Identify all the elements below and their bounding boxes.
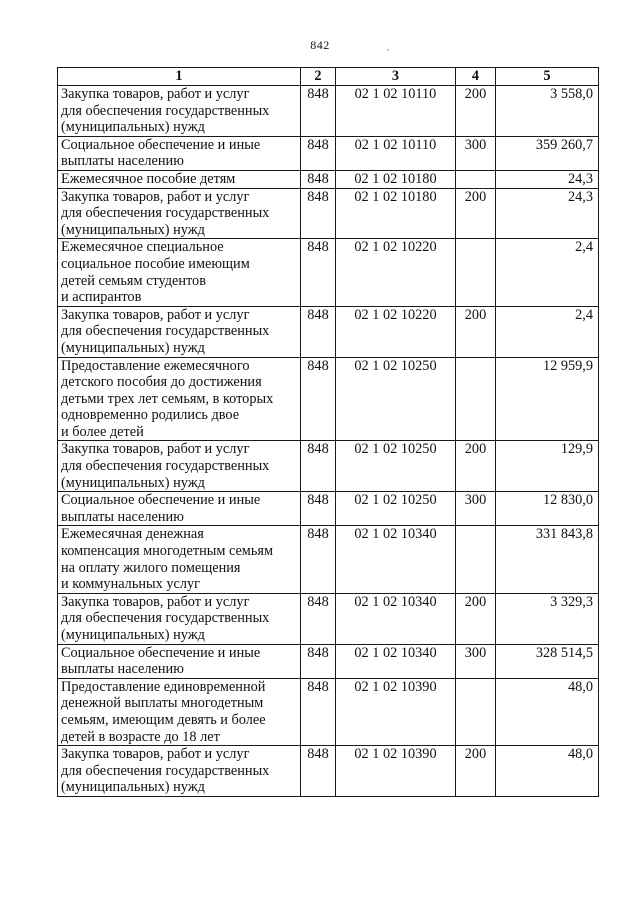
cell-article: 02 1 02 10110 bbox=[336, 136, 456, 170]
cell-code: 848 bbox=[301, 136, 336, 170]
cell-article: 02 1 02 10340 bbox=[336, 644, 456, 678]
page-number: 842 bbox=[310, 38, 330, 52]
cell-name: Социальное обеспечение и иные выплаты населению bbox=[58, 136, 301, 170]
scan-speck: , bbox=[387, 43, 389, 52]
cell-expense-type bbox=[456, 526, 496, 593]
cell-article: 02 1 02 10220 bbox=[336, 239, 456, 306]
cell-expense-type bbox=[456, 357, 496, 441]
cell-article: 02 1 02 10250 bbox=[336, 441, 456, 492]
cell-article: 02 1 02 10250 bbox=[336, 492, 456, 526]
cell-code: 848 bbox=[301, 441, 336, 492]
cell-name: Ежемесячная денежная компенсация многодетным семьям на оплату жилого помещения и коммунальных услуг bbox=[58, 526, 301, 593]
cell-name: Предоставление ежемесячного детского пособия до достижения детьми трех лет семьям, в которых одновременно родились двое и более детей bbox=[58, 357, 301, 441]
table-row bbox=[58, 306, 599, 357]
cell-amount: 2,4 bbox=[496, 306, 599, 357]
cell-article: 02 1 02 10250 bbox=[336, 357, 456, 441]
cell-code: 848 bbox=[301, 746, 336, 797]
cell-expense-type: 300 bbox=[456, 644, 496, 678]
cell-expense-type: 200 bbox=[456, 86, 496, 137]
cell-article: 02 1 02 10220 bbox=[336, 306, 456, 357]
cell-amount: 24,3 bbox=[496, 170, 599, 188]
cell-article: 02 1 02 10340 bbox=[336, 593, 456, 644]
header-col-2: 2 bbox=[301, 68, 336, 86]
header-col-4: 4 bbox=[456, 68, 496, 86]
header-col-1: 1 bbox=[58, 68, 301, 86]
cell-article: 02 1 02 10390 bbox=[336, 678, 456, 745]
table-row bbox=[58, 526, 599, 593]
cell-name: Предоставление единовременной денежной выплаты многодетным семьям, имеющим девять и более детей в возрасте до 18 лет bbox=[58, 678, 301, 745]
cell-code: 848 bbox=[301, 188, 336, 239]
table-row bbox=[58, 239, 599, 306]
table-row bbox=[58, 170, 599, 188]
header-col-5: 5 bbox=[496, 68, 599, 86]
cell-expense-type: 200 bbox=[456, 593, 496, 644]
table-row bbox=[58, 678, 599, 745]
cell-code: 848 bbox=[301, 593, 336, 644]
cell-article: 02 1 02 10110 bbox=[336, 86, 456, 137]
table-row bbox=[58, 188, 599, 239]
cell-expense-type: 300 bbox=[456, 492, 496, 526]
cell-code: 848 bbox=[301, 170, 336, 188]
table-row bbox=[58, 357, 599, 441]
table-row bbox=[58, 136, 599, 170]
table-row bbox=[58, 86, 599, 137]
cell-amount: 2,4 bbox=[496, 239, 599, 306]
cell-article: 02 1 02 10180 bbox=[336, 188, 456, 239]
cell-expense-type: 200 bbox=[456, 188, 496, 239]
cell-name: Закупка товаров, работ и услуг для обеспечения государственных (муниципальных) нужд bbox=[58, 86, 301, 137]
cell-code: 848 bbox=[301, 526, 336, 593]
cell-code: 848 bbox=[301, 86, 336, 137]
table-row bbox=[58, 492, 599, 526]
cell-name: Закупка товаров, работ и услуг для обеспечения государственных (муниципальных) нужд bbox=[58, 593, 301, 644]
cell-amount: 48,0 bbox=[496, 746, 599, 797]
cell-name: Закупка товаров, работ и услуг для обеспечения государственных (муниципальных) нужд bbox=[58, 441, 301, 492]
cell-expense-type: 200 bbox=[456, 746, 496, 797]
cell-code: 848 bbox=[301, 678, 336, 745]
table-row bbox=[58, 593, 599, 644]
cell-name: Закупка товаров, работ и услуг для обеспечения государственных (муниципальных) нужд bbox=[58, 306, 301, 357]
cell-name: Ежемесячное пособие детям bbox=[58, 170, 301, 188]
header-col-3: 3 bbox=[336, 68, 456, 86]
cell-name: Ежемесячное специальное социальное пособие имеющим детей семьям студентов и аспирантов bbox=[58, 239, 301, 306]
cell-amount: 12 959,9 bbox=[496, 357, 599, 441]
cell-name: Закупка товаров, работ и услуг для обеспечения государственных (муниципальных) нужд bbox=[58, 188, 301, 239]
cell-amount: 48,0 bbox=[496, 678, 599, 745]
table-row bbox=[58, 441, 599, 492]
cell-amount: 129,9 bbox=[496, 441, 599, 492]
cell-amount: 3 329,3 bbox=[496, 593, 599, 644]
cell-amount: 359 260,7 bbox=[496, 136, 599, 170]
cell-amount: 24,3 bbox=[496, 188, 599, 239]
cell-expense-type: 200 bbox=[456, 441, 496, 492]
cell-amount: 12 830,0 bbox=[496, 492, 599, 526]
cell-code: 848 bbox=[301, 492, 336, 526]
cell-article: 02 1 02 10340 bbox=[336, 526, 456, 593]
cell-expense-type bbox=[456, 239, 496, 306]
cell-article: 02 1 02 10390 bbox=[336, 746, 456, 797]
table-row bbox=[58, 644, 599, 678]
cell-code: 848 bbox=[301, 306, 336, 357]
cell-expense-type bbox=[456, 678, 496, 745]
cell-name: Социальное обеспечение и иные выплаты населению bbox=[58, 644, 301, 678]
cell-expense-type: 200 bbox=[456, 306, 496, 357]
budget-table bbox=[57, 67, 599, 797]
cell-code: 848 bbox=[301, 644, 336, 678]
cell-expense-type: 300 bbox=[456, 136, 496, 170]
cell-expense-type bbox=[456, 170, 496, 188]
table-header-row bbox=[58, 68, 599, 86]
cell-code: 848 bbox=[301, 239, 336, 306]
table-row bbox=[58, 746, 599, 797]
cell-amount: 3 558,0 bbox=[496, 86, 599, 137]
cell-amount: 328 514,5 bbox=[496, 644, 599, 678]
cell-article: 02 1 02 10180 bbox=[336, 170, 456, 188]
table-body bbox=[58, 86, 599, 797]
cell-name: Социальное обеспечение и иные выплаты населению bbox=[58, 492, 301, 526]
cell-code: 848 bbox=[301, 357, 336, 441]
cell-name: Закупка товаров, работ и услуг для обеспечения государственных (муниципальных) нужд bbox=[58, 746, 301, 797]
cell-amount: 331 843,8 bbox=[496, 526, 599, 593]
